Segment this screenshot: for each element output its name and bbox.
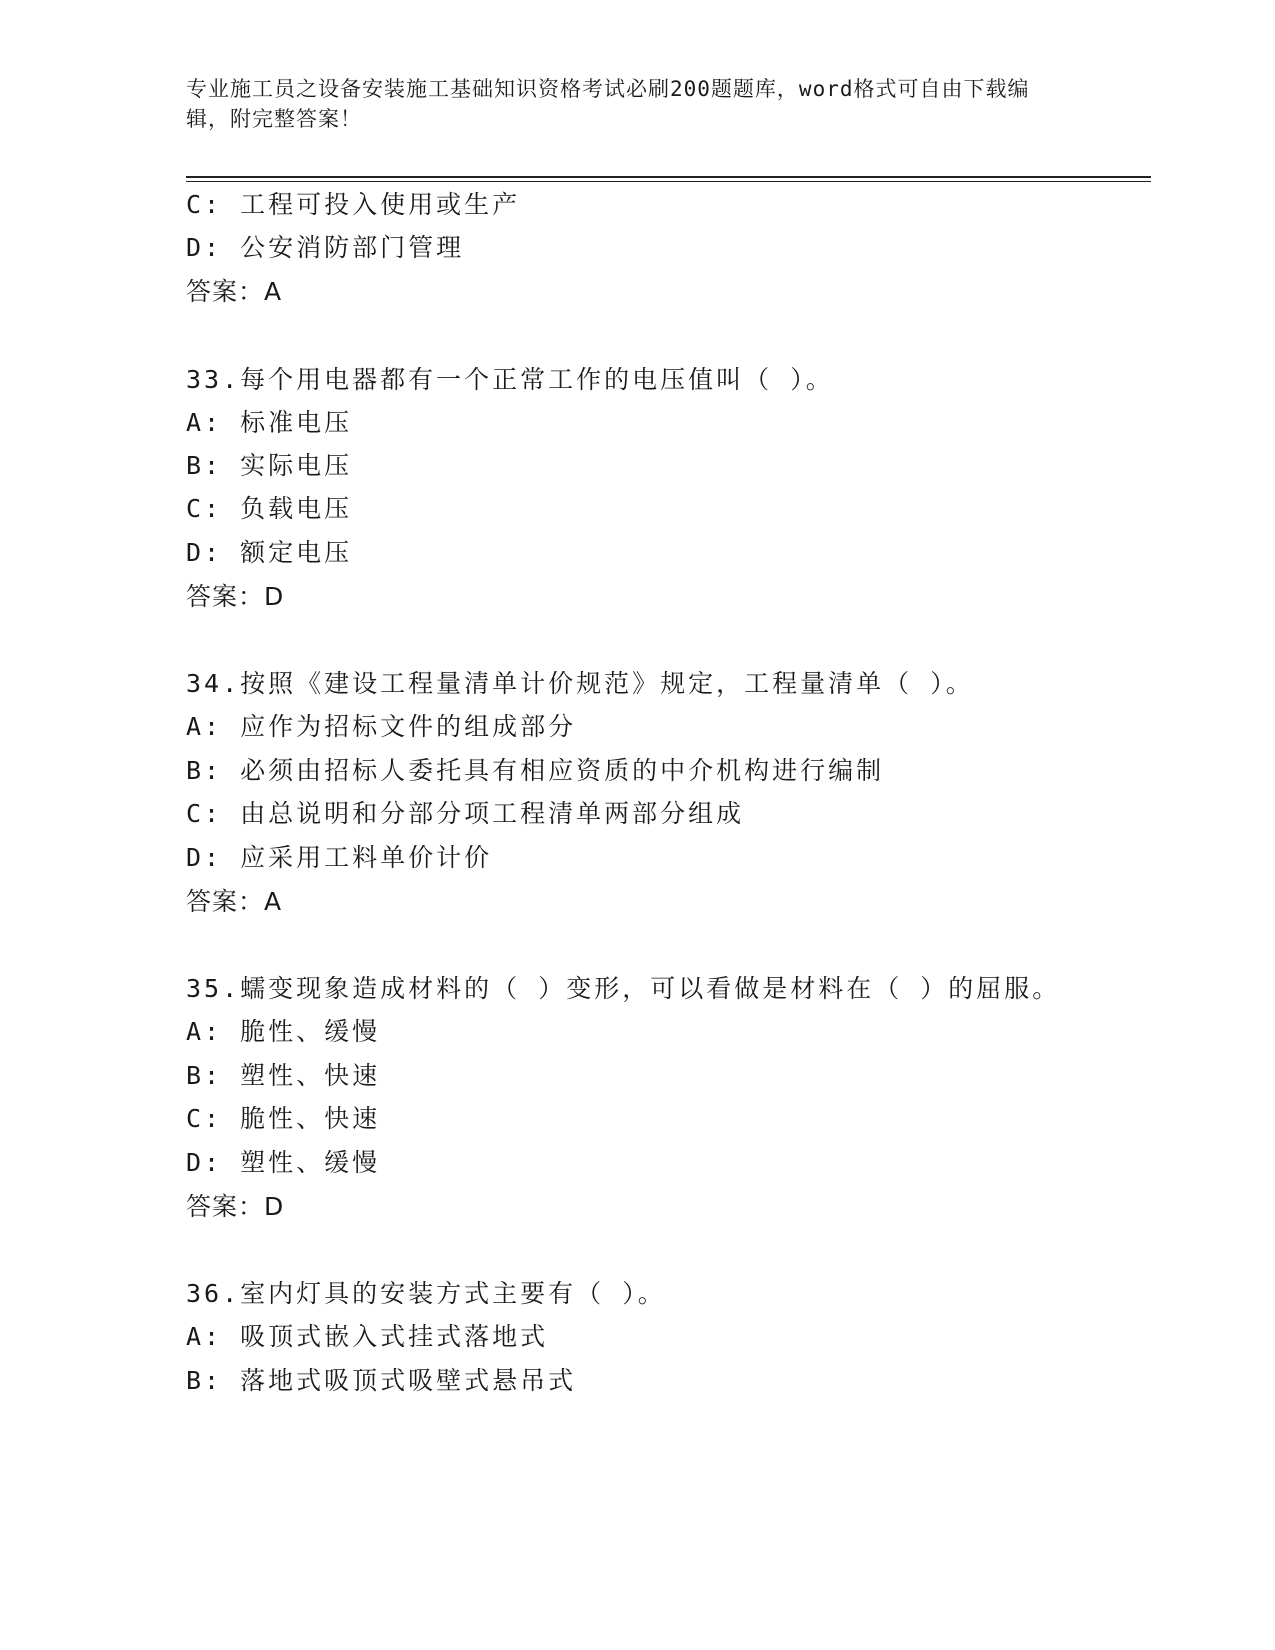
header-divider-thin [186, 181, 1151, 182]
option-line: B: 塑性、快速 [186, 1061, 381, 1090]
option-line: B: 落地式吸顶式吸壁式悬吊式 [186, 1366, 577, 1395]
answer-line: 答案：A [186, 277, 283, 306]
answer-line: 答案：D [186, 1192, 285, 1221]
option-line: D: 额定电压 [186, 538, 353, 567]
option-line: A: 吸顶式嵌入式挂式落地式 [186, 1322, 549, 1351]
option-line: D: 应采用工料单价计价 [186, 843, 493, 872]
question-line: 34.按照《建设工程量清单计价规范》规定，工程量清单（ ）。 [186, 669, 974, 698]
document-header: 专业施工员之设备安装施工基础知识资格考试必刷200题题库，word格式可自由下载编辑，附完整答案！ [186, 77, 1030, 131]
question-line: 33.每个用电器都有一个正常工作的电压值叫（ ）。 [186, 365, 834, 394]
option-line: A: 脆性、缓慢 [186, 1017, 381, 1046]
answer-line: 答案：D [186, 582, 285, 611]
question-line: 35.蠕变现象造成材料的（ ）变形，可以看做是材料在（ ）的屈服。 [186, 974, 1061, 1003]
option-line: B: 必须由招标人委托具有相应资质的中介机构进行编制 [186, 756, 885, 785]
option-line: A: 应作为招标文件的组成部分 [186, 712, 577, 741]
option-line: D: 公安消防部门管理 [186, 233, 465, 262]
option-line: C: 负载电压 [186, 494, 353, 523]
answer-line: 答案：A [186, 887, 283, 916]
option-line: C: 由总说明和分部分项工程清单两部分组成 [186, 799, 745, 828]
option-line: B: 实际电压 [186, 451, 353, 480]
option-line: C: 工程可投入使用或生产 [186, 190, 521, 219]
option-line: A: 标准电压 [186, 408, 353, 437]
option-line: C: 脆性、快速 [186, 1104, 381, 1133]
header-divider-thick [186, 176, 1151, 178]
option-line: D: 塑性、缓慢 [186, 1148, 381, 1177]
question-line: 36.室内灯具的安装方式主要有（ ）。 [186, 1279, 666, 1308]
